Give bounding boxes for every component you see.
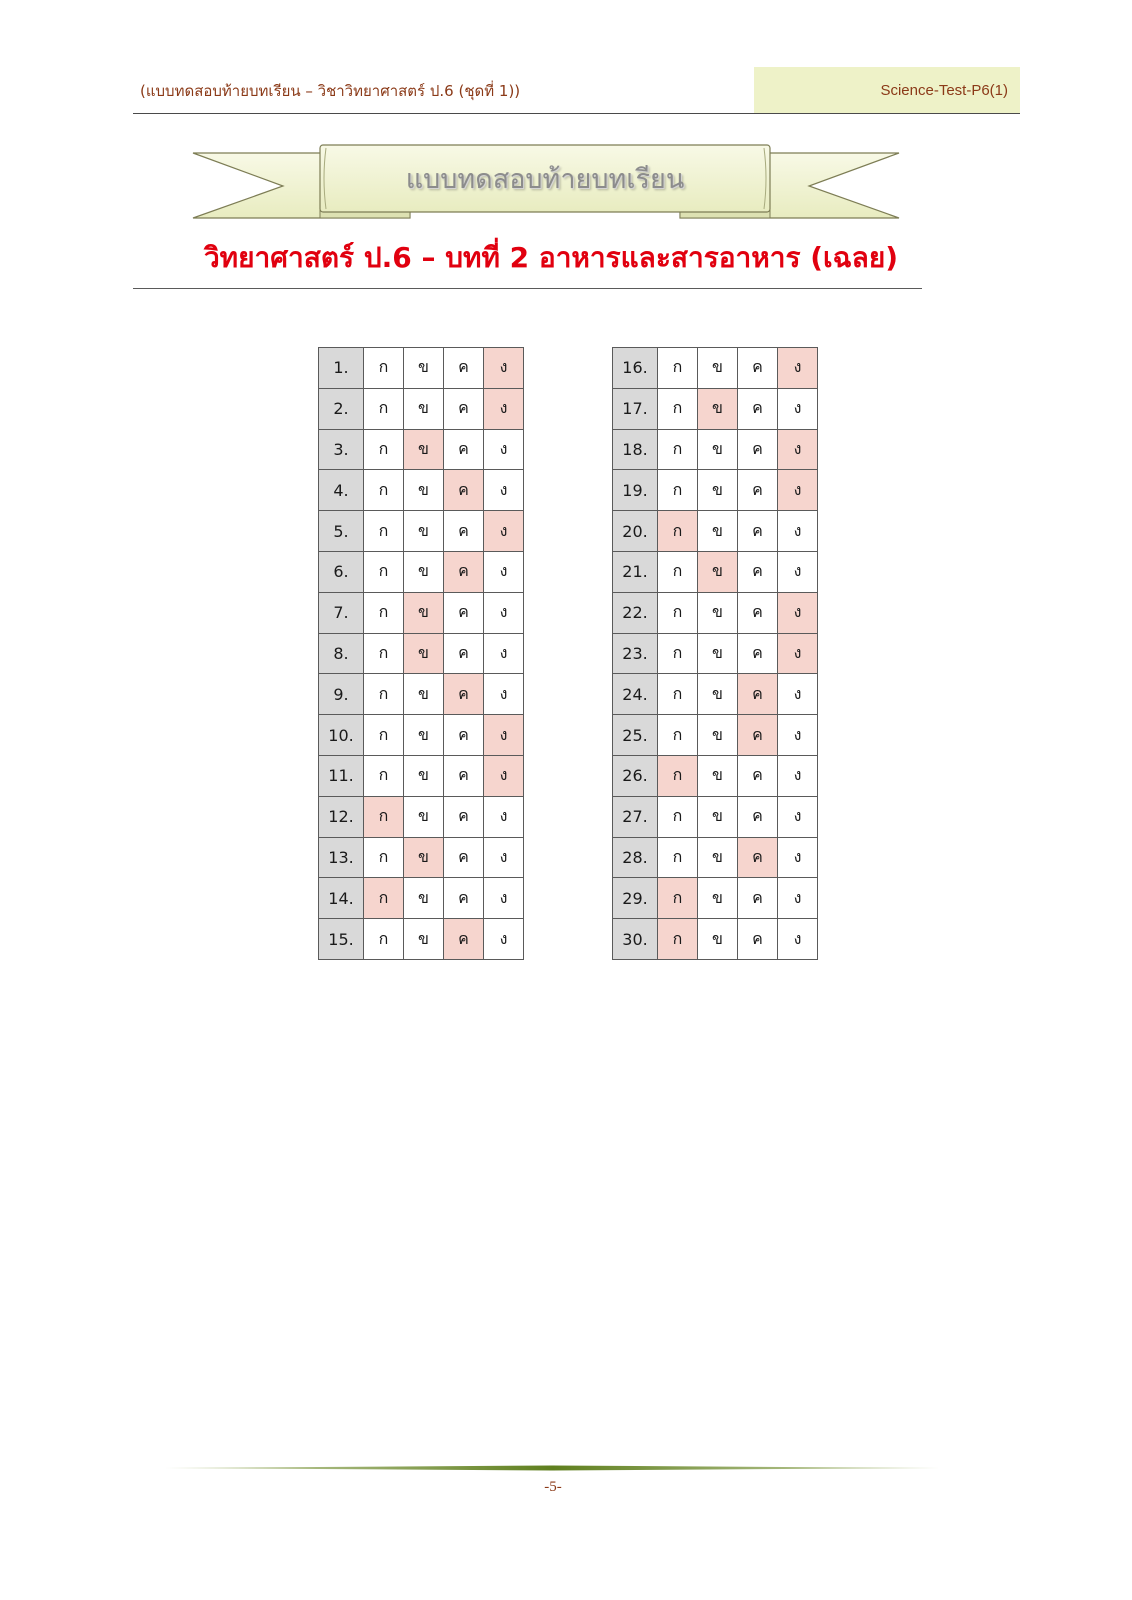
question-number: 3.	[319, 429, 364, 470]
header-document-label: (แบบทดสอบท้ายบทเรียน – วิชาวิทยาศาสตร์ ป.6 (ชุดที่ 1))	[140, 82, 521, 100]
choice-cell: ง	[778, 715, 818, 756]
choice-cell: ข	[404, 348, 444, 389]
correct-answer-cell: ค	[738, 674, 778, 715]
header-code-box	[754, 67, 1020, 114]
correct-answer-cell: ง	[778, 348, 818, 389]
correct-answer-cell: ง	[778, 592, 818, 633]
choice-cell: ค	[444, 511, 484, 552]
choice-cell: ข	[698, 470, 738, 511]
answer-row	[613, 796, 818, 837]
question-number: 21.	[613, 551, 658, 592]
answer-row	[613, 674, 818, 715]
answer-row	[613, 878, 818, 919]
choice-cell: ก	[364, 674, 404, 715]
question-number: 25.	[613, 715, 658, 756]
question-number: 15.	[319, 919, 364, 960]
correct-answer-cell: ค	[444, 919, 484, 960]
choice-cell: ง	[778, 551, 818, 592]
answer-row	[319, 429, 524, 470]
correct-answer-cell: ง	[484, 348, 524, 389]
correct-answer-cell: ค	[444, 674, 484, 715]
answer-row	[319, 715, 524, 756]
question-number: 13.	[319, 837, 364, 878]
choice-cell: ง	[778, 796, 818, 837]
answer-row	[613, 715, 818, 756]
choice-cell: ง	[484, 837, 524, 878]
answer-row	[319, 796, 524, 837]
question-number: 23.	[613, 633, 658, 674]
correct-answer-cell: ข	[404, 837, 444, 878]
question-number: 17.	[613, 388, 658, 429]
title-divider	[133, 288, 922, 289]
question-number: 16.	[613, 348, 658, 389]
choice-cell: ข	[698, 592, 738, 633]
choice-cell: ก	[658, 429, 698, 470]
correct-answer-cell: ง	[778, 429, 818, 470]
choice-cell: ง	[778, 878, 818, 919]
answer-row	[319, 470, 524, 511]
answer-row	[319, 674, 524, 715]
answer-row	[319, 755, 524, 796]
answer-row	[613, 592, 818, 633]
question-number: 12.	[319, 796, 364, 837]
correct-answer-cell: ก	[658, 919, 698, 960]
choice-cell: ข	[404, 796, 444, 837]
choice-cell: ข	[698, 633, 738, 674]
choice-cell: ข	[404, 551, 444, 592]
choice-cell: ข	[404, 878, 444, 919]
choice-cell: ค	[738, 388, 778, 429]
question-number: 26.	[613, 755, 658, 796]
correct-answer-cell: ง	[484, 511, 524, 552]
choice-cell: ค	[738, 592, 778, 633]
choice-cell: ข	[404, 511, 444, 552]
choice-cell: ค	[444, 429, 484, 470]
answer-row	[613, 551, 818, 592]
choice-cell: ค	[444, 755, 484, 796]
correct-answer-cell: ก	[364, 878, 404, 919]
correct-answer-cell: ก	[658, 511, 698, 552]
choice-cell: ค	[444, 796, 484, 837]
answer-table-left	[318, 347, 524, 960]
choice-cell: ข	[404, 388, 444, 429]
choice-cell: ก	[364, 348, 404, 389]
correct-answer-cell: ค	[444, 551, 484, 592]
choice-cell: ง	[778, 674, 818, 715]
choice-cell: ค	[738, 348, 778, 389]
correct-answer-cell: ข	[404, 429, 444, 470]
choice-cell: ค	[444, 388, 484, 429]
answer-row	[319, 878, 524, 919]
answer-row	[613, 388, 818, 429]
question-number: 24.	[613, 674, 658, 715]
choice-cell: ข	[698, 796, 738, 837]
choice-cell: ก	[364, 755, 404, 796]
choice-cell: ข	[698, 674, 738, 715]
choice-cell: ก	[658, 592, 698, 633]
choice-cell: ค	[444, 878, 484, 919]
choice-cell: ค	[738, 511, 778, 552]
choice-cell: ค	[444, 592, 484, 633]
answer-row	[613, 755, 818, 796]
banner-heading: แบบทดสอบท้ายบทเรียน	[405, 164, 685, 195]
choice-cell: ก	[364, 388, 404, 429]
choice-cell: ง	[484, 919, 524, 960]
choice-cell: ข	[404, 755, 444, 796]
answer-row	[319, 388, 524, 429]
choice-cell: ก	[364, 837, 404, 878]
question-number: 10.	[319, 715, 364, 756]
correct-answer-cell: ค	[738, 715, 778, 756]
answer-row	[319, 633, 524, 674]
header-divider	[133, 113, 1020, 114]
question-number: 20.	[613, 511, 658, 552]
answer-row	[319, 348, 524, 389]
choice-cell: ง	[778, 388, 818, 429]
question-number: 8.	[319, 633, 364, 674]
choice-cell: ข	[404, 919, 444, 960]
correct-answer-cell: ข	[404, 633, 444, 674]
correct-answer-cell: ง	[484, 715, 524, 756]
choice-cell: ข	[698, 429, 738, 470]
question-number: 7.	[319, 592, 364, 633]
answer-row	[613, 511, 818, 552]
correct-answer-cell: ก	[658, 878, 698, 919]
question-number: 9.	[319, 674, 364, 715]
answer-row	[613, 633, 818, 674]
answer-row	[319, 592, 524, 633]
question-number: 30.	[613, 919, 658, 960]
choice-cell: ง	[484, 674, 524, 715]
correct-answer-cell: ข	[698, 388, 738, 429]
choice-cell: ก	[658, 348, 698, 389]
choice-cell: ค	[738, 429, 778, 470]
question-number: 1.	[319, 348, 364, 389]
question-number: 28.	[613, 837, 658, 878]
choice-cell: ข	[698, 755, 738, 796]
correct-answer-cell: ง	[778, 633, 818, 674]
choice-cell: ข	[698, 715, 738, 756]
answer-table-body	[613, 348, 818, 960]
choice-cell: ค	[738, 755, 778, 796]
correct-answer-cell: ง	[484, 388, 524, 429]
choice-cell: ก	[658, 633, 698, 674]
choice-cell: ข	[404, 715, 444, 756]
page-title: วิทยาศาสตร์ ป.6 – บทที่ 2 อาหารและสารอาหาร (เฉลย)	[203, 241, 899, 274]
choice-cell: ก	[364, 429, 404, 470]
choice-cell: ง	[778, 511, 818, 552]
header-test-code: Science-Test-P6(1)	[880, 82, 1008, 99]
choice-cell: ง	[484, 796, 524, 837]
choice-cell: ง	[484, 429, 524, 470]
choice-cell: ค	[738, 551, 778, 592]
choice-cell: ข	[698, 919, 738, 960]
answer-table-body	[319, 348, 524, 960]
correct-answer-cell: ข	[698, 551, 738, 592]
answer-row	[613, 470, 818, 511]
choice-cell: ค	[738, 633, 778, 674]
choice-cell: ค	[444, 837, 484, 878]
choice-cell: ข	[698, 878, 738, 919]
choice-cell: ง	[778, 755, 818, 796]
answer-row	[319, 511, 524, 552]
answer-row	[613, 429, 818, 470]
footer-divider-shape	[165, 1466, 940, 1471]
choice-cell: ก	[364, 551, 404, 592]
footer-divider	[165, 1465, 940, 1471]
choice-cell: ก	[364, 633, 404, 674]
choice-cell: ก	[364, 919, 404, 960]
correct-answer-cell: ง	[778, 470, 818, 511]
question-number: 4.	[319, 470, 364, 511]
answer-row	[613, 348, 818, 389]
choice-cell: ข	[404, 674, 444, 715]
choice-cell: ค	[444, 348, 484, 389]
choice-cell: ก	[658, 470, 698, 511]
choice-cell: ก	[364, 470, 404, 511]
choice-cell: ง	[484, 633, 524, 674]
question-number: 22.	[613, 592, 658, 633]
choice-cell: ค	[444, 715, 484, 756]
choice-cell: ค	[738, 470, 778, 511]
choice-cell: ค	[738, 796, 778, 837]
choice-cell: ข	[698, 348, 738, 389]
choice-cell: ก	[658, 715, 698, 756]
choice-cell: ก	[364, 715, 404, 756]
choice-cell: ง	[778, 837, 818, 878]
question-number: 6.	[319, 551, 364, 592]
choice-cell: ค	[738, 919, 778, 960]
question-number: 2.	[319, 388, 364, 429]
choice-cell: ง	[778, 919, 818, 960]
choice-cell: ก	[658, 551, 698, 592]
choice-cell: ก	[658, 674, 698, 715]
correct-answer-cell: ก	[658, 755, 698, 796]
choice-cell: ง	[484, 592, 524, 633]
page-number: -5-	[544, 1479, 562, 1495]
correct-answer-cell: ก	[364, 796, 404, 837]
choice-cell: ก	[364, 592, 404, 633]
choice-cell: ง	[484, 470, 524, 511]
choice-cell: ง	[484, 551, 524, 592]
choice-cell: ก	[658, 796, 698, 837]
answer-row	[613, 919, 818, 960]
correct-answer-cell: ข	[404, 592, 444, 633]
answer-table-right	[612, 347, 818, 960]
choice-cell: ข	[698, 511, 738, 552]
answer-row	[319, 551, 524, 592]
choice-cell: ข	[698, 837, 738, 878]
choice-cell: ก	[658, 388, 698, 429]
choice-cell: ข	[404, 470, 444, 511]
question-number: 19.	[613, 470, 658, 511]
choice-cell: ง	[484, 878, 524, 919]
question-number: 29.	[613, 878, 658, 919]
choice-cell: ค	[444, 633, 484, 674]
choice-cell: ค	[738, 878, 778, 919]
question-number: 18.	[613, 429, 658, 470]
answer-row	[319, 919, 524, 960]
choice-cell: ก	[658, 837, 698, 878]
answer-row	[319, 837, 524, 878]
question-number: 27.	[613, 796, 658, 837]
correct-answer-cell: ค	[738, 837, 778, 878]
question-number: 11.	[319, 755, 364, 796]
correct-answer-cell: ง	[484, 755, 524, 796]
correct-answer-cell: ค	[444, 470, 484, 511]
question-number: 14.	[319, 878, 364, 919]
answer-row	[613, 837, 818, 878]
choice-cell: ก	[364, 511, 404, 552]
question-number: 5.	[319, 511, 364, 552]
